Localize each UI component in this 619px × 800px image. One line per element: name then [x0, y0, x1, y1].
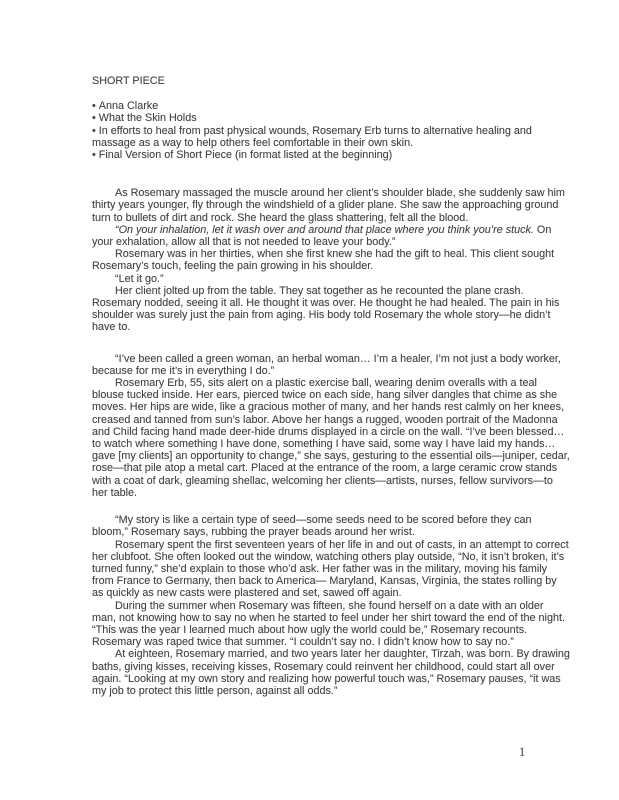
paragraph-massage-scene: As Rosemary massaged the muscle around her client’s shoulder blade, she suddenly saw him thirty years younger, fly through the windshield of a glider plane. She saw the approaching ground turn to bullets of dirt and rock. She heard the glass shattering, felt all the blood. — [92, 187, 565, 224]
paragraph-at-eighteen: At eighteen, Rosemary married, and two years later her daughter, Tirzah, was born. By drawing baths, giving kisses, receiving kisses, Rosemary could reinvent her childhood, could start all over again. “Looking at my own story and realizing how powerful touch was,” Rosemary pauses, “it was my job to protect this little person, against all odds.” — [92, 648, 570, 697]
bullet-item-author — [92, 100, 570, 112]
bullet-marker: • — [92, 100, 96, 113]
paragraph-breathing-quote — [92, 224, 570, 248]
document-content — [92, 75, 570, 697]
paragraph-rosemary-description: Rosemary Erb, 55, sits alert on a plastic exercise ball, wearing denim overalls with a teal blouse tucked inside. Her ears, pierced twice on each side, hang silver dangles that chime as she moves. Her hips are wide, like a gracious mother of many, and her hands rest calmly on her knees, creased and tanned from sun’s labor. Above her hangs a rugged, wooden portrait of the Madonna and Child facing hand made deer-hide drums displayed in a circle on the wall. “I’ve been blessed…to watch where something I have done, something I have said, some way I have laid my hands… gave [my clients] an opportunity to change,” she says, gesturing to the essential oils—juniper, cedar, rose—that pile atop a metal cart. Placed at the entrance of the room, a large ceramic crow stands with a coat of dark, gleaming shellac, welcoming her clients—artists, nurses, fellow survivors—to her table. — [92, 377, 570, 499]
bullet-item-summary-text: In efforts to heal from past physical wounds, Rosemary Erb turns to alternative healing and massage as a way to help others feel comfortable in their own skin. — [92, 124, 532, 149]
bullet-item-piece-title-text: What the Skin Holds — [98, 112, 197, 125]
bullet-marker: • — [92, 124, 96, 137]
story-section-1 — [92, 187, 570, 333]
paragraph-gift-to-heal: Rosemary was in her thirties, when she first knew she had the gift to heal. This client sought Rosemary’s touch, feeling the pain growing in his shoulder. — [92, 248, 555, 273]
paragraph-let-it-go-quote: “Let it go.” — [115, 272, 164, 285]
paragraph-seed-quote: “My story is like a certain type of seed—some seeds need to be scored before they can bloom,” Rosemary says, rubbing the prayer beads around her wrist. — [92, 514, 532, 539]
paragraph-green-woman-quote: “I’ve been called a green woman, an herbal woman… I’m a healer, I’m not just a body worker, because for me it’s in everything I do.” — [92, 352, 561, 377]
paragraph-childhood-casts: Rosemary spent the first seventeen years of her life in and out of casts, in an attempt to correct her clubfoot. She often looked out the window, watching others play outside, “No, it isn’t broken, it’s turned funny,” she’d explain to those who’d ask. Her father was in the military, moving his family from France to Germany, then back to America— Maryland, Kansas, Virginia, the states rolling by as quickly as new casts were plastered and set, sawed off again. — [92, 538, 569, 600]
paragraph-summer-fifteen: During the summer when Rosemary was fifteen, she found herself on a date with an older man, not knowing how to say no when he started to feel under her shirt toward the end of the night. “This was the year I learned much about how ugly the world could be,” Rosemary recounts. Rosemary was raped twice that summer. “I couldn’t say no. I didn’t know how to say no.” — [92, 599, 565, 649]
paragraph-client-jolted: Her client jolted up from the table. They sat together as he recounted the plane crash. Rosemary nodded, seeing it all. He thought it was over. He thought he had healed. The pain in his shoulder was surely just the pain from aging. His body told Rosemary the whole story—he didn’t have to. — [92, 284, 560, 334]
header-bullet-list — [92, 100, 570, 161]
bullet-item-version-note-text: Final Version of Short Piece (in format listed at the beginning) — [98, 149, 393, 162]
bullet-item-summary — [92, 125, 570, 149]
breathing-quote-regular: On your exhalation, allow all that is not needed to leave your body.” — [92, 223, 552, 249]
document-title: SHORT PIECE — [92, 75, 165, 87]
bullet-item-piece-title — [92, 112, 570, 124]
story-section-3 — [92, 514, 570, 697]
story-section-2 — [92, 353, 570, 499]
page-number: 1 — [519, 745, 526, 759]
bullet-marker: • — [92, 149, 96, 162]
bullet-item-version-note — [92, 149, 570, 161]
breathing-quote-italic: “On your inhalation, let it wash over and around that place where you think you’re stuck. — [115, 223, 534, 236]
bullet-item-author-text: Anna Clarke — [98, 100, 159, 113]
bullet-marker: • — [92, 112, 96, 125]
